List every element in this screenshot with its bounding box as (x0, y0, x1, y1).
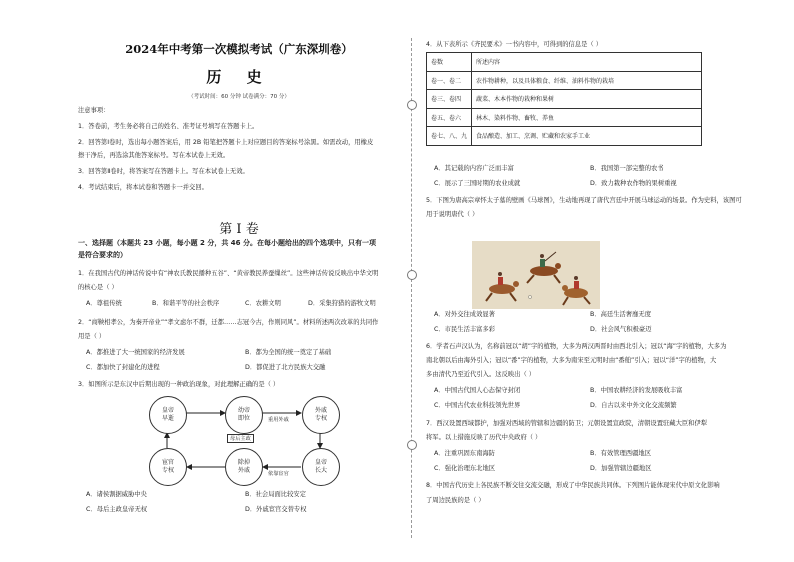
node-consort-clan-power: 外戚 专权 (302, 396, 340, 434)
node-remove-consort-clan: 除掉 外戚 (225, 448, 263, 486)
binding-hole (407, 440, 417, 450)
q4-option-b[interactable]: B．我国第一部完整的农书 (590, 165, 664, 172)
q8-stem-cont: 了周边民族的是（ ） (426, 497, 485, 504)
q5-stem-cont: 用于说明唐代（ ） (426, 211, 479, 218)
tag-empress-dowager-rule: 母后主政 (227, 434, 254, 443)
politics-cycle-diagram (148, 396, 348, 484)
q4-option-a[interactable]: A．其记载的内容广泛而丰富 (434, 165, 514, 172)
q7-option-b[interactable]: B．有效管理西疆地区 (590, 450, 651, 457)
q8-stem: 8．中国古代历史上各民族不断交往交流交融，形成了中华民族共同体。下列图片能体现宋代中原文化影响 (426, 482, 720, 489)
table-cell-content: 农作物耕种，以及具体粮食、纤维、油料作物的栽培 (472, 71, 702, 90)
q2-option-d[interactable]: D．都促进了北方民族大交融 (245, 364, 326, 371)
table-row (427, 90, 702, 109)
notice-1: 1．答卷前，考生务必将自己的姓名、准考证号填写在答题卡上。 (78, 123, 259, 130)
notice-3: 3．回答第Ⅱ卷时，将答案写在答题卡上。写在本试卷上无效。 (78, 168, 249, 175)
table-row (427, 108, 702, 127)
polo-mural-image (472, 241, 600, 309)
label-rely-on-consort: 重用外戚 (268, 417, 289, 423)
table-cell-content: 蔬菜、木本作物的栽种和果树 (472, 90, 702, 109)
volume-heading: 第 Ⅰ 卷 (219, 222, 259, 237)
label-rely-on-eunuch: 依靠宦官 (268, 471, 289, 477)
q1-option-a[interactable]: A．尊祖传统 (86, 300, 122, 307)
q2-option-a[interactable]: A．都推进了大一统国家的经济发展 (86, 349, 185, 356)
table-cell-volume: 卷五、卷六 (427, 108, 472, 127)
q6-stem-cont: 南北朝以后由海外引入；冠以“番”字的植物，大多为南宋至元明时由“番舶”引入；冠以“洋”字的植物，大 (426, 357, 717, 364)
binding-hole (407, 270, 417, 280)
paper-title: 2024年中考第一次模拟考试（广东深圳卷） (125, 42, 353, 56)
q2-option-c[interactable]: C．都加快了封建化的进程 (86, 364, 160, 371)
q6-option-b[interactable]: B．中国农耕经济的发展吸收丰富 (590, 387, 683, 394)
q5-option-a[interactable]: A．对外交往成效显著 (434, 311, 495, 318)
q6-option-a[interactable]: A．中国古代国人心态保守封闭 (434, 387, 521, 394)
qimin-yaoshu-table (426, 52, 702, 146)
q5-option-b[interactable]: B．高廷生活奢靡无度 (590, 311, 651, 318)
q3-stem: 3．如图所示是东汉中后期出现的一种政治现象，对此理解正确的是（ ） (78, 381, 280, 388)
table-header-content: 所述内容 (472, 53, 702, 72)
table-row (427, 71, 702, 90)
polo-mural-drawing (472, 241, 600, 309)
node-child-emperor: 幼帝 即位 (225, 396, 263, 434)
q1-stem-cont: 的核心是（ ） (78, 284, 118, 291)
table-header-row (427, 53, 702, 72)
notice-heading: 注意事项： (78, 107, 110, 114)
q6-option-d[interactable]: D．自古以来中外文化交流频繁 (590, 402, 677, 409)
table-cell-content: 林木、染料作物、畜牧、养鱼 (472, 108, 702, 127)
table-cell-volume: 卷七、八、九 (427, 127, 472, 146)
q4-stem: 4．从下表所示《齐民要术》一书内容中，可得到的信息是（ ） (426, 41, 603, 48)
q6-stem: 6．学者石声汉认为，名称前冠以“胡”字的植物，大多为两汉两晋时由西北引入；冠以“海”字的植物，大多为 (426, 343, 727, 350)
q4-option-d[interactable]: D．致力栽种农作物的果树重视 (590, 180, 677, 187)
q7-stem: 7．西汉设置西域都护，加强对西域的管辖和边疆的防卫；元朝设置宣政院，清朝设置驻藏大臣和伊犁 (426, 420, 708, 427)
q3-option-d[interactable]: D．外戚宦官交替专权 (245, 506, 307, 513)
q1-option-b[interactable]: B．和谐平等的社会秩序 (152, 300, 220, 307)
section-heading-cont: 是符合要求的） (78, 251, 127, 259)
binding-hole (407, 100, 417, 110)
section-heading: 一、选择题（本题共 23 小题，每小题 2 分，共 46 分。在每小题给出的四个选项中，只有一项 (78, 239, 376, 247)
q2-stem-cont: 用是（ ） (78, 333, 106, 340)
q1-stem: 1．在我国古代的神话传说中有“神农氏教民播种五谷”、“黄帝教民养蚕缫丝”。这些神话传说反映出中华文明 (78, 270, 379, 277)
q1-option-c[interactable]: C．农耕文明 (245, 300, 281, 307)
node-eunuch-power: 宦官 专权 (149, 448, 187, 486)
notice-2: 2．回答第Ⅰ卷时，选出每小题答案后，用 2B 铅笔把答题卡上对应题目的答案标号涂黑。如需改动，用橡皮 (78, 139, 374, 146)
q1-option-d[interactable]: D．采集狩猎的游牧文明 (308, 300, 376, 307)
q2-option-b[interactable]: B．都为全国的统一奠定了基础 (245, 349, 332, 356)
q3-option-a[interactable]: A．诸侯割据威胁中央 (86, 491, 147, 498)
table-header-volume: 卷数 (427, 53, 472, 72)
q7-option-d[interactable]: D．加强管辖边疆地区 (590, 465, 652, 472)
table-row (427, 127, 702, 146)
paper-subject: 历 史 (206, 68, 272, 86)
column-divider (411, 38, 413, 538)
q7-option-a[interactable]: A．注重巩固东南海防 (434, 450, 495, 457)
notice-4: 4．考试结束后，将本试卷和答题卡一并交回。 (78, 184, 208, 191)
table-cell-volume: 卷一、卷二 (427, 71, 472, 90)
q6-stem-cont-2: 多由清代乃至近代引入。这反映出（ ） (426, 371, 536, 378)
exam-info: （考试时间：60 分钟 试卷满分：70 分） (188, 94, 290, 100)
q3-option-c[interactable]: C．母后主政皇帝无权 (86, 506, 148, 513)
node-emperor-grows-up: 皇帝 长大 (302, 448, 340, 486)
q5-option-c[interactable]: C．市民生活丰富多彩 (434, 326, 496, 333)
q7-option-c[interactable]: C．强化治理东北地区 (434, 465, 496, 472)
q2-stem: 2．“商鞅相孝公，为秦开帝业”“孝文虑尔不群，迁都……志冠今古，作则同风”。材料所述两次改革的共同作 (78, 319, 379, 326)
table-cell-volume: 卷三、卷四 (427, 90, 472, 109)
table-cell-content: 食品酿造、加工、烹调、贮藏和农家手工业 (472, 127, 702, 146)
q3-option-b[interactable]: B．社会局面比较安定 (245, 491, 306, 498)
notice-2-cont: 擦干净后，再选涂其他答案标号。写在本试卷上无效。 (78, 152, 230, 159)
node-emperor-early-death: 皇帝 早逝 (149, 396, 187, 434)
q5-stem: 5．下图为唐高宗章怀太子墓的壁画《马球图》，生动地再现了唐代宫廷中开展马球运动的场景。作为史料，该图可 (426, 197, 742, 204)
polo-ball (528, 295, 531, 298)
q6-option-c[interactable]: C．中国古代农业科技领先世界 (434, 402, 521, 409)
q7-stem-cont: 将军。以上措施反映了历代中央政府（ ） (426, 434, 542, 441)
q5-option-d[interactable]: D．社会风气积极豪迈 (590, 326, 652, 333)
q4-option-c[interactable]: C．展示了三国时期的农业成就 (434, 180, 521, 187)
